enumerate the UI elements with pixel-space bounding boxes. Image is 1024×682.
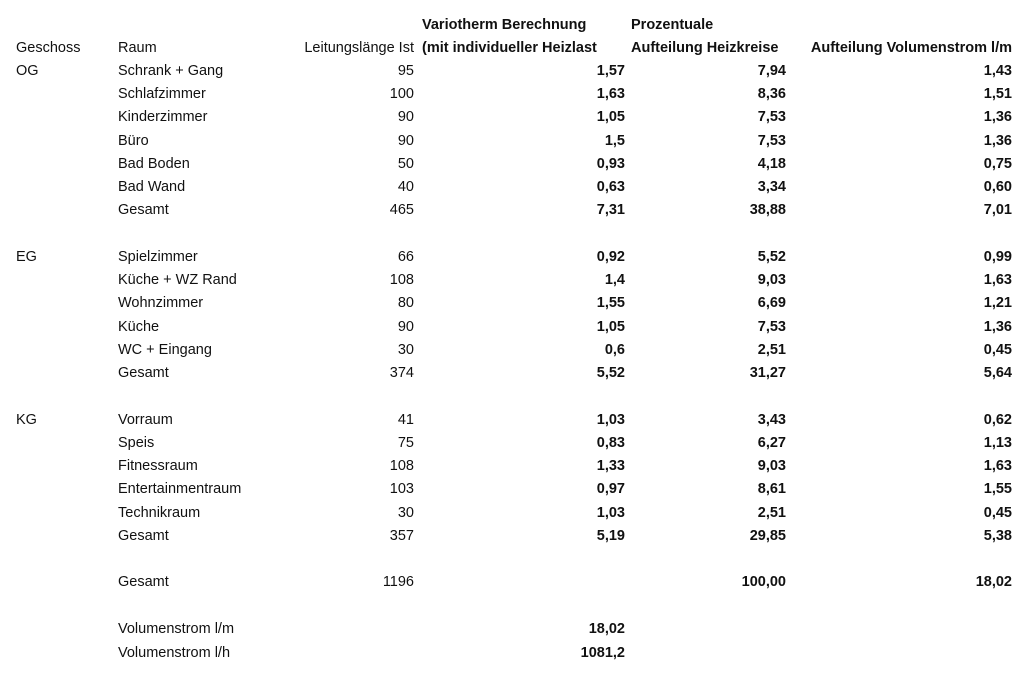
percent-value: 6,27: [757, 435, 786, 451]
room-name: Büro: [118, 133, 149, 149]
room-name: Wohnzimmer: [118, 295, 204, 311]
subtotal-length: 465: [389, 202, 414, 218]
variotherm-value: 1,05: [596, 109, 625, 125]
flow-value: 0,45: [983, 505, 1012, 521]
room-name: Schrank + Gang: [118, 63, 224, 79]
subtotal-label: Gesamt: [118, 365, 169, 381]
subtotal-flow: 5,38: [983, 528, 1012, 544]
room-name: Kinderzimmer: [118, 109, 208, 125]
header-raum: Raum: [118, 40, 157, 56]
percent-value: 2,51: [757, 342, 786, 358]
room-name: Bad Boden: [118, 156, 190, 172]
room-name: Entertainmentraum: [118, 481, 242, 497]
variotherm-value: 1,55: [596, 295, 625, 311]
subtotal-percent: 31,27: [749, 365, 786, 381]
room-name: WC + Eingang: [118, 342, 212, 358]
grand-total-label: Gesamt: [118, 574, 169, 590]
room-name: Vorraum: [118, 412, 173, 428]
pipe-length: 30: [397, 505, 414, 521]
subtotal-percent: 38,88: [749, 202, 786, 218]
flow-value: 0,60: [983, 179, 1012, 195]
flow-value: 0,99: [983, 249, 1012, 265]
flow-value: 1,36: [983, 133, 1012, 149]
floor-label-eg: EG: [16, 249, 37, 265]
subtotal-flow: 5,64: [983, 365, 1012, 381]
percent-value: 3,43: [757, 412, 786, 428]
room-name: Technikraum: [118, 505, 201, 521]
variotherm-value: 1,03: [596, 505, 625, 521]
floor-label-og: OG: [16, 63, 39, 79]
pipe-length: 108: [389, 458, 414, 474]
flow-value: 1,36: [983, 319, 1012, 335]
pipe-length: 100: [389, 86, 414, 102]
subtotal-flow: 7,01: [983, 202, 1012, 218]
variotherm-value: 0,6: [604, 342, 625, 358]
subtotal-variotherm: 5,52: [596, 365, 625, 381]
percent-value: 2,51: [757, 505, 786, 521]
pipe-length: 90: [397, 133, 414, 149]
variotherm-value: 0,83: [596, 435, 625, 451]
flow-value: 1,36: [983, 109, 1012, 125]
subtotal-variotherm: 7,31: [596, 202, 625, 218]
variotherm-value: 1,05: [596, 319, 625, 335]
percent-value: 7,53: [757, 319, 786, 335]
flow-value: 0,62: [983, 412, 1012, 428]
pipe-length: 80: [397, 295, 414, 311]
variotherm-value: 1,03: [596, 412, 625, 428]
pipe-length: 108: [389, 272, 414, 288]
floor-label-kg: KG: [16, 412, 37, 428]
subtotal-length: 357: [389, 528, 414, 544]
pipe-length: 66: [397, 249, 414, 265]
percent-value: 3,34: [757, 179, 786, 195]
flow-value: 0,45: [983, 342, 1012, 358]
pipe-length: 103: [389, 481, 414, 497]
pipe-length: 90: [397, 319, 414, 335]
flow-value: 1,51: [983, 86, 1012, 102]
header-leitungslaenge: Leitungslänge Ist: [304, 40, 414, 56]
percent-value: 7,94: [757, 63, 786, 79]
pipe-length: 40: [397, 179, 414, 195]
pipe-length: 95: [397, 63, 414, 79]
subtotal-length: 374: [389, 365, 414, 381]
pipe-length: 75: [397, 435, 414, 451]
variotherm-value: 1,4: [604, 272, 625, 288]
summary-label-lm: Volumenstrom l/m: [118, 621, 235, 637]
pipe-length: 90: [397, 109, 414, 125]
flow-value: 1,43: [983, 63, 1012, 79]
pipe-length: 30: [397, 342, 414, 358]
header-variotherm-line2: (mit individueller Heizlast: [422, 40, 597, 56]
subtotal-variotherm: 5,19: [596, 528, 625, 544]
room-name: Küche + WZ Rand: [118, 272, 237, 288]
percent-value: 7,53: [757, 109, 786, 125]
header-prozent-line1: Prozentuale: [631, 17, 714, 33]
percent-value: 4,18: [757, 156, 786, 172]
percent-value: 5,52: [757, 249, 786, 265]
header-variotherm-line1: Variotherm Berechnung: [422, 17, 587, 33]
flow-value: 1,21: [983, 295, 1012, 311]
variotherm-value: 0,63: [596, 179, 625, 195]
flow-value: 1,63: [983, 272, 1012, 288]
room-name: Speis: [118, 435, 155, 451]
room-name: Bad Wand: [118, 179, 186, 195]
summary-value-lm: 18,02: [588, 621, 625, 637]
flow-value: 0,75: [983, 156, 1012, 172]
flow-value: 1,63: [983, 458, 1012, 474]
percent-value: 9,03: [757, 458, 786, 474]
room-name: Spielzimmer: [118, 249, 198, 265]
subtotal-label: Gesamt: [118, 528, 169, 544]
flow-value: 1,13: [983, 435, 1012, 451]
header-volumenstrom: Aufteilung Volumenstrom l/m: [810, 40, 1012, 56]
variotherm-value: 0,93: [596, 156, 625, 172]
pipe-length: 41: [397, 412, 414, 428]
variotherm-value: 1,5: [604, 133, 625, 149]
summary-value-lh: 1081,2: [580, 645, 625, 661]
subtotal-label: Gesamt: [118, 202, 169, 218]
pipe-length: 50: [397, 156, 414, 172]
variotherm-value: 0,92: [596, 249, 625, 265]
room-name: Schlafzimmer: [118, 86, 206, 102]
summary-label-lh: Volumenstrom l/h: [118, 645, 231, 661]
variotherm-value: 1,33: [596, 458, 625, 474]
header-geschoss: Geschoss: [16, 40, 81, 56]
percent-value: 6,69: [757, 295, 786, 311]
percent-value: 7,53: [757, 133, 786, 149]
percent-value: 9,03: [757, 272, 786, 288]
subtotal-percent: 29,85: [749, 528, 786, 544]
grand-total-percent: 100,00: [741, 574, 786, 590]
header-prozent-line2: Aufteilung Heizkreise: [631, 40, 779, 56]
percent-value: 8,61: [757, 481, 786, 497]
grand-total-length: 1196: [382, 574, 414, 590]
flow-value: 1,55: [983, 481, 1012, 497]
room-name: Küche: [118, 319, 160, 335]
variotherm-value: 1,57: [596, 63, 625, 79]
grand-total-flow: 18,02: [975, 574, 1012, 590]
room-name: Fitnessraum: [118, 458, 198, 474]
variotherm-value: 1,63: [596, 86, 625, 102]
percent-value: 8,36: [757, 86, 786, 102]
variotherm-value: 0,97: [596, 481, 625, 497]
